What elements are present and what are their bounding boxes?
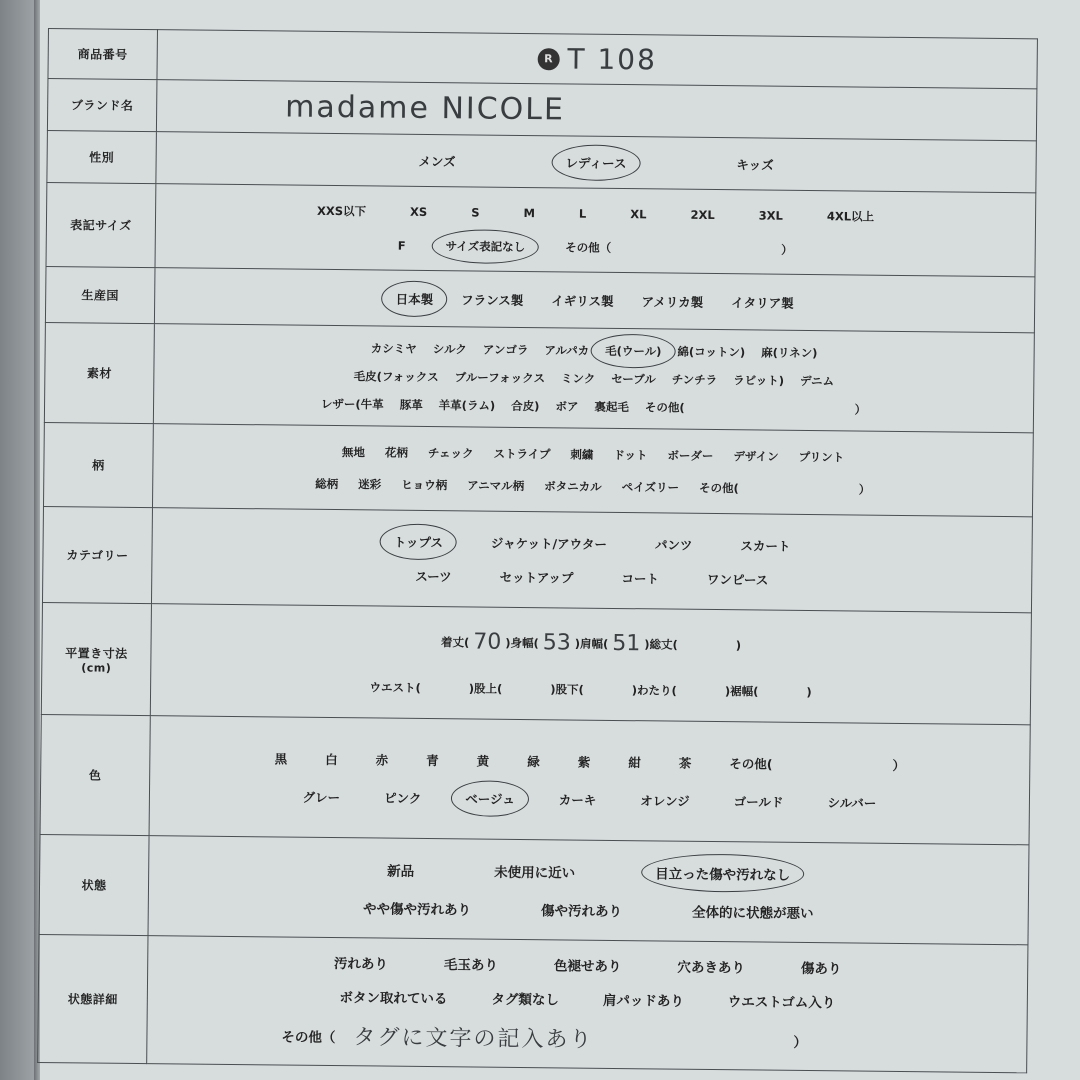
detail-button-missing[interactable]: ボタン取れている	[339, 990, 448, 1008]
pattern-allover[interactable]: 総柄	[315, 476, 339, 491]
pattern-dot[interactable]: ドット	[613, 447, 648, 462]
size-none[interactable]: サイズ表記なし	[445, 238, 526, 254]
pattern-border[interactable]: ボーダー	[667, 448, 714, 463]
material-other-label: その他(	[644, 399, 685, 415]
measure-width-value[interactable]: 53	[542, 630, 571, 656]
measure-label: 平置き寸法	[65, 645, 128, 661]
material-fox[interactable]: 毛皮(フォックス	[353, 368, 439, 384]
detail-no-tags[interactable]: タグ類なし	[491, 991, 559, 1009]
color-brown[interactable]: 茶	[678, 755, 692, 771]
measure-inseam: )股下(	[550, 682, 584, 697]
measure-waist: ウエスト(	[369, 680, 421, 695]
size-l[interactable]: L	[578, 206, 587, 221]
material-wool[interactable]: 毛(ウール)	[605, 343, 662, 358]
detail-scratch[interactable]: 傷あり	[800, 960, 842, 978]
label-size: 表記サイズ	[46, 182, 156, 267]
gender-option-ladies[interactable]: レディース	[565, 154, 627, 171]
material-boa[interactable]: ボア	[555, 398, 579, 414]
condition-damage[interactable]: 傷や汚れあり	[540, 902, 623, 920]
measure-shoulder-label: )肩幅(	[574, 636, 609, 651]
pattern-animal[interactable]: アニマル柄	[467, 477, 525, 493]
origin-options	[154, 268, 1035, 333]
detail-fading[interactable]: 色褪せあり	[553, 958, 622, 976]
pattern-design[interactable]: デザイン	[733, 448, 779, 464]
size-m[interactable]: M	[523, 205, 536, 220]
pattern-stripe[interactable]: ストライプ	[493, 446, 551, 461]
size-xl[interactable]: XL	[630, 206, 647, 221]
detail-other-close: ）	[793, 1034, 808, 1051]
pattern-embroidery[interactable]: 刺繍	[570, 446, 594, 462]
material-brushed[interactable]: 裏起毛	[594, 399, 629, 414]
size-2xl[interactable]: 2XL	[690, 207, 715, 222]
color-pink[interactable]: ピンク	[383, 790, 422, 806]
material-other-close: ）	[854, 401, 867, 417]
origin-usa[interactable]: アメリカ製	[641, 293, 704, 310]
measure-rise: )股上(	[468, 681, 503, 696]
color-orange[interactable]: オレンジ	[640, 792, 690, 809]
material-pigskin[interactable]: 豚革	[399, 397, 423, 412]
origin-uk[interactable]: イギリス製	[551, 292, 614, 309]
measure-unit: (cm)	[81, 660, 112, 675]
color-navy[interactable]: 紺	[628, 754, 641, 770]
color-other[interactable]	[729, 754, 905, 774]
material-lamb[interactable]: 羊革(ラム)	[438, 397, 496, 413]
row-pattern	[43, 422, 1033, 516]
material-synthetic[interactable]: 合皮)	[511, 398, 540, 413]
label-color: 色	[40, 714, 150, 835]
color-gray[interactable]: グレー	[302, 789, 341, 805]
material-alpaca[interactable]: アルパカ	[544, 342, 590, 358]
material-silk[interactable]: シルク	[432, 341, 467, 356]
material-cowhide[interactable]: レザー(牛革	[320, 396, 384, 412]
label-gender: 性別	[47, 130, 157, 183]
condition-slight-damage[interactable]: やや傷や汚れあり	[362, 900, 472, 918]
detail-hole[interactable]: 穴あきあり	[677, 959, 746, 977]
color-black[interactable]: 黒	[274, 750, 288, 767]
category-suit[interactable]: スーツ	[415, 568, 452, 584]
label-item-number: 商品番号	[48, 29, 158, 80]
condition-poor[interactable]: 全体的に状態が悪い	[691, 904, 814, 922]
material-denim[interactable]: デニム	[799, 373, 835, 388]
label-material: 素材	[44, 322, 154, 423]
measure-total-close: )	[735, 637, 742, 652]
measurement-fields	[150, 604, 1031, 725]
color-purple[interactable]: 紫	[577, 754, 591, 770]
size-xxs[interactable]: XXS以下	[317, 203, 367, 218]
origin-france[interactable]: フランス製	[461, 291, 524, 308]
size-xs[interactable]: XS	[410, 204, 428, 219]
pattern-other-label: その他(	[698, 480, 739, 495]
pattern-options	[152, 424, 1033, 517]
pattern-botanical[interactable]: ボタニカル	[544, 478, 602, 494]
size-s[interactable]: S	[471, 204, 480, 220]
color-green[interactable]: 緑	[527, 753, 540, 769]
material-cotton[interactable]: 綿(コットン)	[677, 344, 746, 359]
origin-japan[interactable]: 日本製	[395, 291, 434, 307]
category-pants[interactable]: パンツ	[654, 536, 693, 553]
pattern-floral[interactable]: 花柄	[384, 445, 409, 460]
condition-like-new[interactable]: 未使用に近い	[494, 864, 576, 882]
color-other-close: ）	[892, 757, 906, 773]
row-condition-detail	[38, 934, 1028, 1072]
row-measurements	[41, 602, 1031, 724]
row-category	[42, 506, 1032, 612]
pattern-print[interactable]: プリント	[798, 449, 845, 464]
item-number-text: T 108	[567, 42, 658, 77]
item-number-mark: R	[537, 48, 559, 70]
color-other-label: その他(	[729, 755, 773, 772]
material-bluefox[interactable]: ブルーフォックス	[454, 369, 546, 385]
label-measurements	[41, 602, 151, 715]
color-red[interactable]: 赤	[375, 751, 389, 768]
label-category: カテゴリー	[42, 506, 152, 603]
size-4xl[interactable]: 4XL以上	[826, 208, 875, 224]
material-sable[interactable]: セーブル	[611, 371, 656, 386]
color-beige[interactable]: ベージュ	[465, 790, 515, 807]
material-rabbit[interactable]: ラビット)	[733, 372, 785, 388]
detail-stain[interactable]: 汚れあり	[333, 956, 389, 973]
category-coat[interactable]: コート	[621, 570, 659, 586]
detail-shoulder-pads[interactable]: 肩パッドあり	[602, 992, 684, 1010]
color-blue[interactable]: 青	[426, 752, 439, 768]
pattern-check[interactable]: チェック	[427, 445, 474, 460]
category-setup[interactable]: セットアップ	[499, 569, 574, 586]
label-origin: 生産国	[45, 266, 155, 323]
row-size	[46, 182, 1036, 276]
category-jacket[interactable]: ジャケット/アウター	[490, 535, 608, 552]
category-onepiece[interactable]: ワンピース	[706, 571, 769, 588]
product-form-table	[37, 28, 1038, 1073]
origin-italy[interactable]: イタリア製	[731, 294, 794, 311]
measure-length-value[interactable]: 70	[473, 629, 502, 655]
material-chinchilla[interactable]: チンチラ	[671, 372, 718, 387]
row-material	[44, 322, 1034, 432]
label-pattern: 柄	[43, 422, 153, 507]
size-options	[155, 184, 1036, 277]
category-tops[interactable]: トップス	[393, 534, 443, 550]
size-f[interactable]: F	[397, 238, 406, 253]
label-condition: 状態	[39, 834, 149, 935]
material-cashmere[interactable]: カシミヤ	[370, 340, 417, 356]
size-other[interactable]	[565, 239, 793, 257]
material-linen[interactable]: 麻(リネン)	[761, 344, 818, 360]
pattern-leopard[interactable]: ヒョウ柄	[401, 477, 448, 492]
category-skirt[interactable]: スカート	[740, 537, 791, 554]
item-number-value	[157, 30, 1037, 89]
color-yellow[interactable]: 黄	[476, 753, 490, 769]
detail-other-value[interactable]: タグに文字の記入あり	[353, 1025, 594, 1053]
condition-options	[148, 836, 1029, 945]
brand-value	[156, 80, 1036, 141]
pattern-other-close: ）	[858, 482, 871, 497]
pattern-paisley[interactable]: ペイズリー	[621, 479, 680, 495]
color-gold[interactable]: ゴールド	[733, 793, 784, 810]
material-other[interactable]	[645, 399, 866, 417]
measure-thigh: )わたり(	[631, 683, 677, 698]
brand-text: madame NICOLE	[285, 89, 566, 128]
label-brand: ブランド名	[47, 79, 157, 132]
row-condition	[39, 834, 1029, 944]
condition-detail-options	[147, 936, 1028, 1073]
condition-new[interactable]: 新品	[387, 863, 415, 880]
material-angora[interactable]: アンゴラ	[482, 342, 529, 357]
size-3xl[interactable]: 3XL	[758, 207, 783, 223]
detail-other-label: その他（	[281, 1029, 336, 1046]
gender-option-kids[interactable]: キッズ	[736, 156, 774, 173]
material-mink[interactable]: ミンク	[560, 370, 596, 386]
pattern-plain[interactable]: 無地	[341, 444, 366, 459]
row-origin	[45, 266, 1035, 332]
gender-option-mens[interactable]: メンズ	[418, 153, 456, 169]
measure-width-label: )身幅(	[505, 635, 539, 650]
color-options	[149, 716, 1030, 845]
size-other-label: その他（	[565, 239, 612, 255]
material-options	[153, 324, 1034, 433]
measure-hem: )裾幅(	[724, 684, 759, 699]
color-white[interactable]: 白	[325, 751, 338, 767]
measure-shoulder-value[interactable]: 51	[612, 630, 641, 657]
measure-length-label: 着丈(	[440, 634, 470, 649]
pattern-camo[interactable]: 迷彩	[358, 476, 382, 492]
measure-hem-close: )	[806, 684, 812, 700]
detail-elastic-waist[interactable]: ウエストゴム入り	[727, 994, 836, 1012]
measure-total-label: )総丈(	[644, 636, 678, 652]
category-options	[151, 508, 1032, 613]
size-other-close: ）	[781, 242, 793, 257]
label-condition-detail: 状態詳細	[38, 934, 148, 1063]
color-silver[interactable]: シルバー	[827, 794, 877, 811]
detail-pilling[interactable]: 毛玉あり	[443, 957, 499, 974]
color-khaki[interactable]: カーキ	[558, 791, 597, 808]
condition-no-damage[interactable]: 目立った傷や汚れなし	[655, 862, 790, 883]
pattern-other[interactable]	[699, 479, 870, 497]
gender-options	[156, 132, 1036, 193]
row-color	[40, 714, 1030, 844]
